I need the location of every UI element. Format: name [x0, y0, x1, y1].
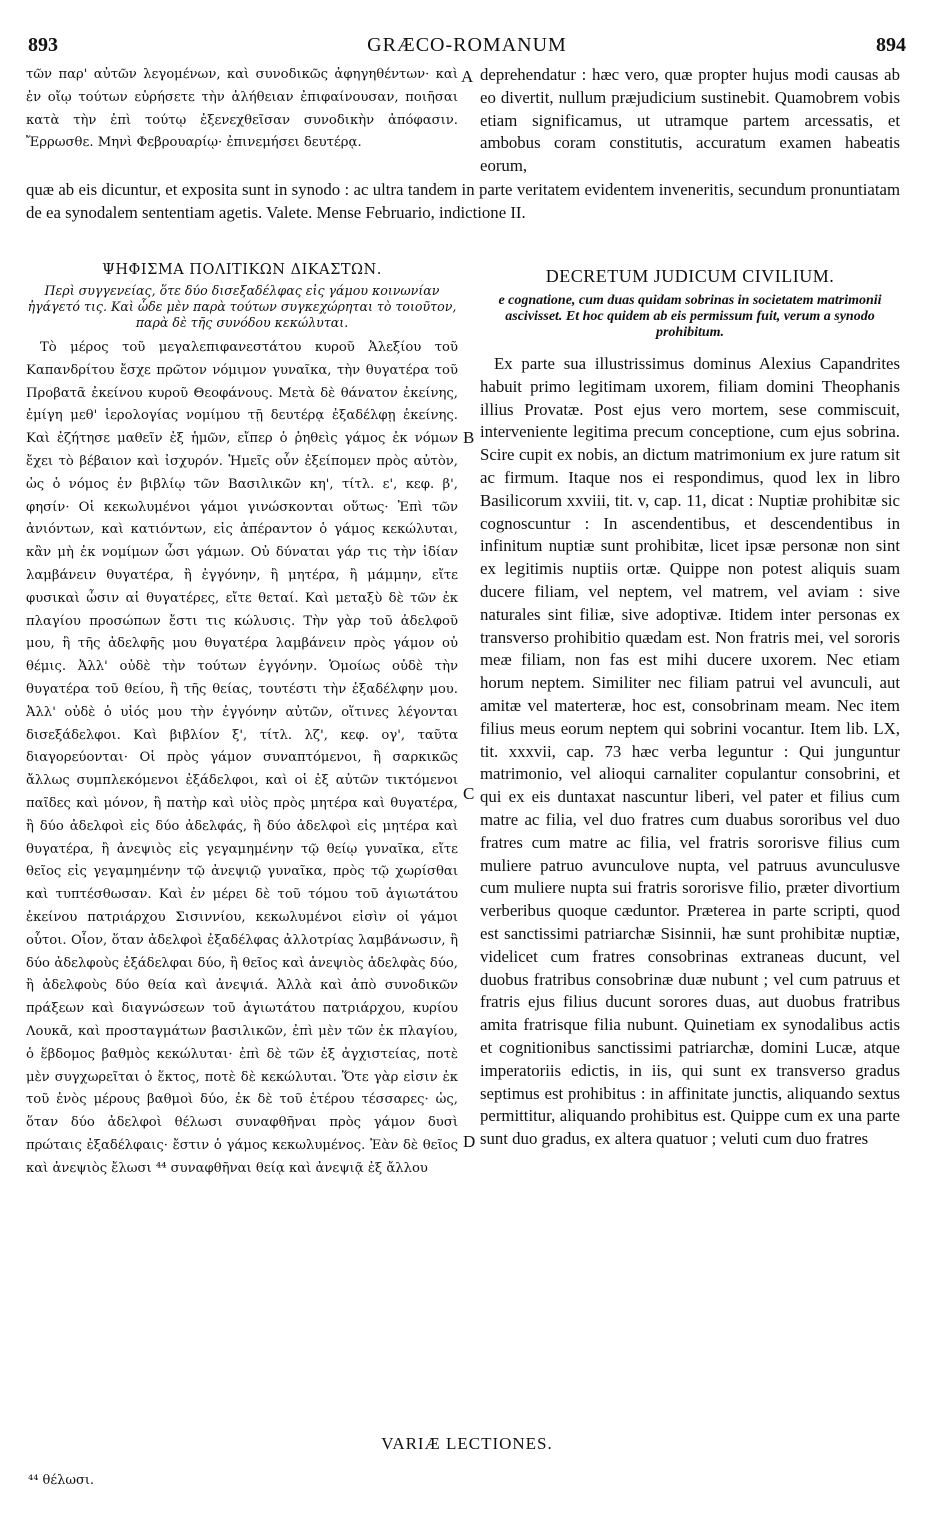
latin-section-title: DECRETUM JUDICUM CIVILIUM. [545, 266, 835, 286]
page-header [28, 34, 906, 62]
spanning-latin-text: quæ ab eis dicuntur, et exposita sunt in synodo : ac ultra tandem in parte veritatem evidentem inveneritis, secundum pronuntiatam de ea synodalem sententiam agetis. Valete. Mense Februario, indictione II. [26, 180, 900, 222]
margin-marker-c: C [463, 784, 475, 803]
greek-section-title: ΨΗΦΙΣΜΑ ΠΟΛΙΤΙΚΩΝ ΔΙΚΑΣΤΩΝ. [102, 262, 382, 278]
latin-section-body: Ex parte sua illustrissimus dominus Alexius Capandrites habuit primo legitimam uxorem, filiam domini Theophanis illius Provatæ. Post ejus vero mortem, sese commiscuit, interveniente legitima precum conceptione, cum ejus sobrina. Scire cupit ex nobis, an dictum matrimonium ex jure ratum sit ac firmum. Itaque nos ei respondimus, quod lex in libro Basilicorum xxviii, tit. v, cap. 11, dicat : Nuptiæ prohibitæ sic cognoscuntur : In ascendentibus, et descendentibus in infinitum nuptiæ sunt prohibitæ, licet ipsæ personæ non sint ex legitimis nuptiis ortæ. Quippe non potest aliquis suam ducere filiam, vel neptem, vel matrem, vel aviam : sive naturales sint filiæ, sive adoptivæ. Itidem inter personas ex transverso prohibitio quædam est. Non fratris mei, vel sororis meæ filiam, non fas est mihi ducere uxorem. Nec etiam horum neptem. Similiter nec filiam patrui vel avunculi, aut amitæ vel materteræ, hoc est, consobrinam meam. Nec item filius meus eorum neptem qui sobrini vocantur. Item lib. LX, tit. xxxvii, cap. 73 hæc verba leguntur : Qui junguntur matrimonio, vel alioqui carnaliter copulantur consobrini, et qui ex eis duntaxat nascuntur liberi, vel pater et filius cum matre ac filia, vel duo fratres cum duabus sororibus vel duo fratres cum matre ac filia, vel fratris sororisve filius cum muliere patruo avunculove nupta, vel patruus avunculusve cum muliere nupta sui fratris sororisve filio, præter divortium verberibus quoque cæduntor. Præterea in parte scripti, quod est sanctissimi patriarchæ Sisinnii, hæ sunt prohibitæ nuptiæ, videlicet cum fratres consobrinas extraneas ducunt, vel duobus fratribus consobrinæ duæ nubunt ; vel cum patruus et fratris ejus filius ducunt sorores duas, aut duobus fratribus amita fratrisque filia nubunt. Quinetiam ex synodalibus actis et cognitionibus sanctissimi patriarchæ, domini Lucæ, atque imperatoriis edictis, in iis, qui sunt ex transverso gradus septimus est prohibitus : in affinitate junctis, aliquando sextus permittitur, aliquando prohibitus est. Quippe cum ex una parte sunt duo gradus, ex altera quatuor ; veluti cum duo fratres [480, 354, 900, 1149]
greek-column-top [26, 64, 458, 155]
margin-marker-b: B [463, 428, 475, 447]
greek-section-subtitle: Περὶ συγγενείας, ὅτε δύο δισεξαδέλφας εἰς γάμου κοινωνίαν ἠγάγετό τις. Καὶ ὧδε μὲν παρὰ τούτων συγκεχώρηται τὸ τοιοῦτον, παρὰ δὲ τῆς συνόδου κεκώλυται. [27, 283, 457, 330]
running-title: GRÆCO-ROMANUM [367, 34, 567, 56]
page-number-right: 894 [876, 34, 906, 56]
margin-marker-d: D [463, 1132, 476, 1151]
latin-section-subtitle: e cognatione, cum duas quidam sobrinas in societatem matrimonii ascivisset. Et hoc quidem ab eis permissum fuit, verum a synodo prohibitum. [498, 293, 882, 340]
variae-lectiones-heading: VARIÆ LECTIONES. [381, 1434, 553, 1453]
greek-decree-column [26, 262, 458, 1180]
latin-top-paragraph: deprehendatur : hæc vero, quæ propter hujus modi causas ab eo divertit, nullum præjudicium sustinebit. Quamobrem vobis etiam significamus, ut utramque partem arcessatis, et ambobus coram constitutis, accuratum examen habeatis eorum, [480, 65, 900, 176]
greek-top-paragraph: τῶν παρ' αὐτῶν λεγομένων, καὶ συνοδικῶς ἀφηγηθέντων· καὶ ἐν οἴῳ τούτων εὑρήσετε τὴν ἀλήθειαν ἐπιφαίνουσαν, ποιῆσαι κατὰ τὴν ἐπὶ τούτῳ ἐξενεχθεῖσαν συνοδικὴν ἀπόφασιν. Ἔρρωσθε. Μηνὶ Φεβρουαρίῳ· ἐπινεμήσει δευτέρᾳ. [26, 67, 458, 151]
page-number-left: 893 [28, 34, 58, 56]
greek-section-body: Τὸ μέρος τοῦ μεγαλεπιφανεστάτου κυροῦ Ἀλεξίου τοῦ Καπανδρίτου ἔσχε πρῶτον νόμιμον γυναῖκα, τὴν θυγατέρα τοῦ Προβατᾶ ἐκείνου κυροῦ Θεοφάνους. Μετὰ δὲ θάνατον ἐκείνης, ἐμίγη μεθ' ἱερολογίας νομίμου τῇ δευτέρᾳ ἐξαδέλφῃ ἐκείνης. Καὶ ἐζήτησε μαθεῖν ἐξ ἡμῶν, εἴπερ ὁ ῥηθεὶς γάμος ἐκ νόμων ἔχει τὸ βέβαιον καὶ ἰσχυρόν. Ἡμεῖς οὖν ἐξείπομεν πρὸς αὐτὸν, ὡς ὁ νόμος ἐν βιβλίῳ τῶν Βασιλικῶν κη', τίτλ. ε', κεφ. β', φησίν· Οἱ κεκωλυμένοι γάμοι γινώσκονται οὕτως· Ἐπὶ τῶν ἀνιόντων, καὶ κατιόντων, εἰς ἀπέραντον ὁ γάμος κεκώλυται, κἂν μὴ ἐκ νομίμων ὦσι γάμων. Οὐ δύναται γάρ τις τὴν ἰδίαν λαμβάνειν θυγατέρα, ἢ ἐγγόνην, ἢ μητέρα, ἢ μάμμην, εἴτε φυσικαὶ ὦσιν αἱ θυγατέρες, εἴτε θεταί. Καὶ μεταξὺ δὲ τῶν ἐκ πλαγίου προσώπων ἔστι τις κώλυσις. Τὴν γὰρ τοῦ ἀδελφοῦ μου, ἢ τῆς ἀδελφῆς μου θυγατέρα λαμβάνειν πρὸς γάμον οὐ θέμις. Ἀλλ' οὐδὲ τὴν τούτων ἐγγόνην. Ὁμοίως οὐδὲ τὴν θυγατέρα τοῦ θείου, ἢ τῆς θείας, τουτέστι τὴν ἐξαδέλφην μου. Ἀλλ' οὐδὲ ὁ υἱός μου τὴν ἐγγόνην αὐτῶν, οἵτινες λέγονται δισεξάδελφοι. Καὶ βιβλίον ξ', τίτλ. λζ', κεφ. ογ', ταῦτα διαγορεύονται· Οἱ πρὸς γάμον συναπτόμενοι, ἢ σαρκικῶς ἄλλως συμπλεκόμενοι ἐξάδελφοι, καὶ οἱ ἐξ αὐτῶν τικτόμενοι παῖδες καὶ μόνον, ἢ πατὴρ καὶ υἱὸς πρὸς μητέρα καὶ θυγατέρα, ἢ δύο ἀδελφοὶ εἰς δύο ἀδελφάς, ἢ δύο ἀδελφοὶ εἰς μητέρα καὶ θυγατέρα, ἢ ἀνεψιὸς εἰς γεγαμημένην τῷ θείῳ γυναῖκα, εἴτε θεῖος εἰς γεγαμημένην τῷ ἀνεψιῷ γυναῖκα, πρὸς τῷ χωρίσθαι καὶ τυπτέσθωσαν. Καὶ ἐν μέρει δὲ τοῦ τόμου τοῦ ἁγιωτάτου ἐκείνου πατριάρχου Σισιννίου, κεκωλυμένοι εἰσὶν οἱ γάμοι οὗτοι. Οἷον, ὅταν ἀδελφοὶ ἐξαδέλφας ἀλλοτρίας λαμβάνωσιν, ἢ δύο ἀδελφοὺς ἐξάδελφαι δύο, ἢ θεῖος καὶ ἀνεψιὸς ἀδελφὰς δύο, ἢ ἀδελφοὺς δύο θεία καὶ ἀνεψιά. Ἀλλὰ καὶ ἀπὸ συνοδικῶν πράξεων καὶ διαγνώσεων τοῦ ἁγιωτάτου πατριάρχου, κυρίου Λουκᾶ, καὶ προσταγμάτων βασιλικῶν, ἐπὶ μὲν τῶν ἐκ πλαγίου, ὁ ἕβδομος βαθμὸς κεκώλυται· ἐπὶ δὲ τῶν ἐξ ἀγχιστείας, ποτὲ μὲν συγχωρεῖται ὁ ἕκτος, ποτὲ δὲ κεκώλυται. Ὅτε γὰρ εἰσιν ἐκ τοῦ ἑνὸς μέρους βαθμοὶ δύο, ἐκ δὲ τοῦ ἑτέρου τέσσαρες· ὡς, ὅταν δύο ἀδελφοὶ θέλωσι συναφθῆναι πρὸς γάμον δυσὶ πρώταις ἐξαδέλφαις· ἔστιν ὁ γάμος κεκωλυμένος. Ἐὰν δὲ θεῖος καὶ ἀνεψιὸς ἔλωσι ⁴⁴ συναφθῆναι θείᾳ καὶ ἀνεψιᾷ ἐξ ἄλλου [26, 340, 458, 1176]
latin-decree-column [480, 266, 900, 1151]
latin-column-top [480, 64, 900, 178]
margin-marker-a: A [461, 67, 474, 86]
footnote: ⁴⁴ θέλωσι. [28, 1473, 95, 1488]
